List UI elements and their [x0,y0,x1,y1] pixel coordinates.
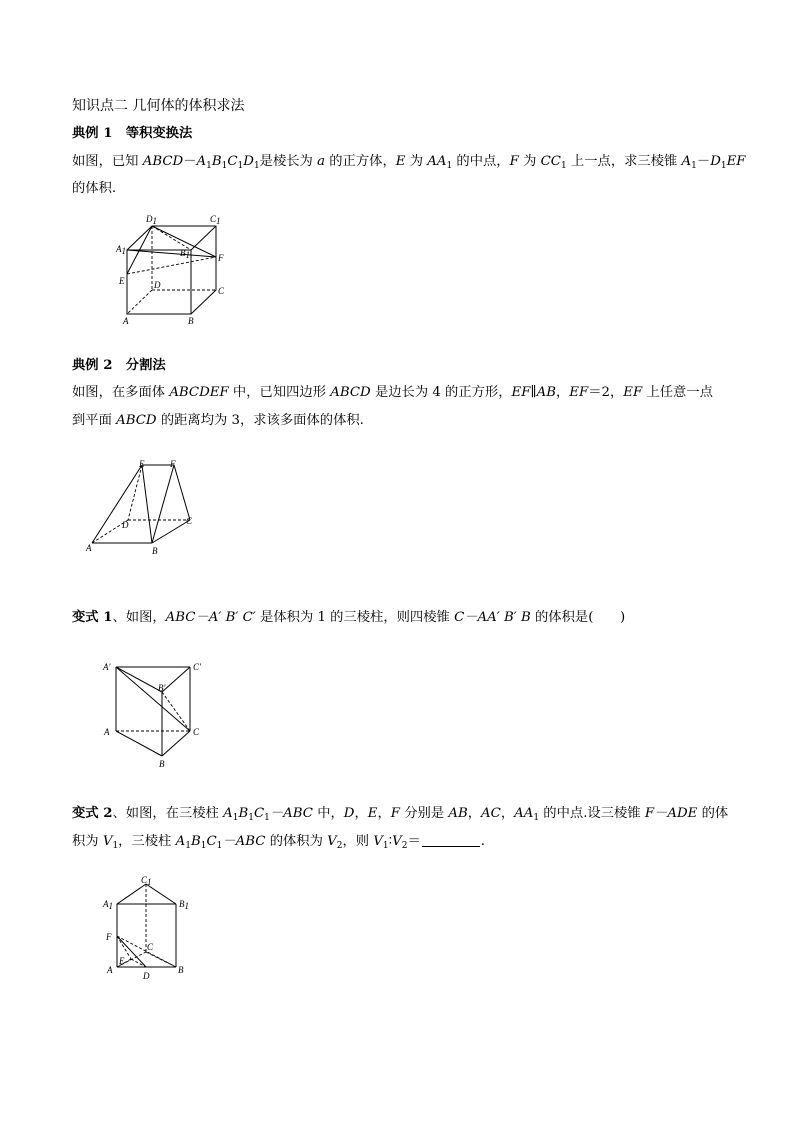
label-d: D [122,520,129,530]
label-b1: B1 [180,248,190,260]
prism-2-hidden-edges [117,884,176,967]
label-c: C [218,286,225,296]
label-b: B [188,316,194,326]
example-2-text-line-2: 到平面 ABCD 的距离均为 3，求该多面体的体积. [72,413,364,428]
cube-figure [110,210,240,330]
prism-edges [116,667,190,756]
example-1-heading: 典例 1 等积变换法 [72,126,193,141]
example-2-text-line-1: 如图，在多面体 ABCDEF 中，已知四边形 ABCD 是边长为 4 的正方形，EF∥AB，EF＝2，EF 上任意一点 [72,385,713,400]
example-1-text-line-1: 如图，已知 $ABCD-A_1B_1C_1D_1$是棱长为 a 的正方体，E 为 $AA_1$ 的中点，F 为 $CC_1$ 上一点，求三棱锥 $A_1-D_1EF$ [72,154,746,171]
label-a1: A1 [103,899,113,911]
label-d: D [154,280,161,290]
label-f: F [218,253,224,263]
label-f: F [170,459,176,469]
label-b-prime: B′ [158,683,166,693]
label-b: B [159,759,165,769]
triangular-prism-figure [100,655,220,775]
label-b: B [152,546,158,556]
label-a: A [107,965,113,975]
prism-midpoints-figure [100,872,210,987]
label-c1: C1 [210,214,221,226]
label-f: F [106,932,112,942]
label-a: A [123,316,129,326]
prism-hidden-edges [116,692,190,731]
variant-2-text-line-2: 积为 $V_1$，三棱柱 $A_1B_1C_1-ABC$ 的体积为 $V_2$，则 $V_1∶V_2=$ . [72,834,485,851]
label-c-prime: C′ [193,662,201,672]
label-d: D [143,971,150,981]
label-c: C [186,516,193,526]
label-a1: A1 [116,244,126,256]
variant-2-text-line-1: 变式 2、如图，在三棱柱 $A_1B_1C_1-ABC$ 中，D，E，F 分别是 AB，AC，$AA_1$ 的中点.设三棱锥 F－ADE 的体 [72,806,729,823]
label-c1: C1 [141,875,152,887]
example-2-heading: 典例 2 分割法 [72,358,166,373]
polyhedron-hidden-edges [92,465,190,543]
example-1-text-line-2: 的体积. [72,181,117,196]
label-a-prime: A′ [103,662,111,672]
label-e: E [119,956,125,966]
label-c: C [193,727,200,737]
label-e: E [119,276,125,286]
label-b1: B1 [179,899,189,911]
section-title: 知识点二 几何体的体积求法 [72,98,245,114]
label-d1: D1 [146,214,157,226]
answer-blank[interactable] [422,834,480,847]
variant-1-text: 变式 1、如图，ABC－A′ B′ C′ 是体积为 1 的三棱柱，则四棱锥 C－AA′ B′ B 的体积是( ) [72,610,626,625]
polyhedron-figure [80,455,210,565]
label-a: A [104,727,110,737]
label-e: E [139,459,145,469]
label-c: C [147,942,154,952]
label-a: A [86,543,92,553]
label-b: B [178,965,184,975]
prism-2-edges [117,884,176,967]
polyhedron-edges [92,465,190,543]
